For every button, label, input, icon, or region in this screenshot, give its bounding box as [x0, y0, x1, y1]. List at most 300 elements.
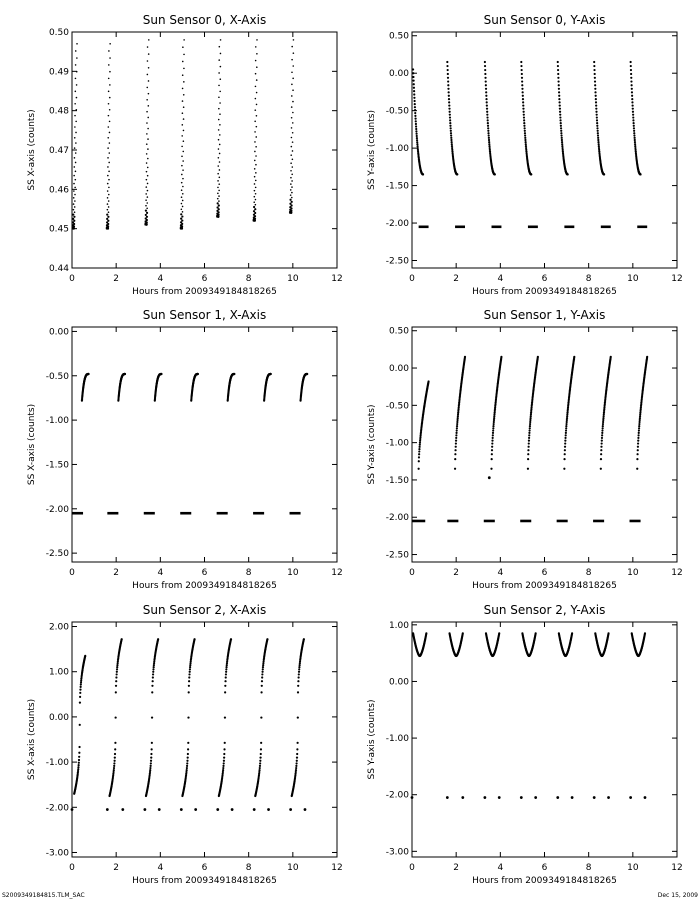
data-point [602, 421, 604, 423]
data-point [267, 808, 270, 811]
data-point [419, 442, 421, 444]
data-point [633, 125, 635, 127]
data-point [416, 137, 418, 139]
data-segment [73, 655, 86, 795]
x-tick-label: 0 [69, 568, 75, 578]
data-point [182, 178, 184, 180]
data-segment [180, 39, 185, 230]
data-segment [227, 373, 236, 402]
data-point [116, 673, 118, 675]
plot-frame [72, 327, 337, 562]
data-point [297, 716, 299, 718]
data-point [564, 442, 566, 444]
data-point [522, 104, 524, 106]
data-point [74, 147, 76, 149]
data-segment [108, 638, 122, 797]
data-point [225, 676, 227, 678]
data-point [484, 61, 486, 63]
y-axis-label: SS X-axis (counts) [27, 403, 37, 486]
data-point [75, 109, 77, 111]
data-segment [121, 808, 124, 811]
data-point [634, 141, 636, 143]
data-point [601, 437, 603, 439]
data-point [298, 671, 300, 673]
x-tick-label: 2 [113, 568, 120, 578]
data-point [631, 91, 633, 93]
data-point [558, 98, 560, 100]
data-point [115, 680, 117, 682]
data-point [182, 151, 184, 153]
data-segment [158, 808, 161, 811]
y-tick-label: -3.00 [45, 848, 69, 859]
data-point [115, 716, 117, 718]
data-point [261, 671, 263, 673]
data-point [255, 136, 257, 138]
data-segment [106, 808, 109, 811]
x-tick-label: 2 [453, 568, 460, 578]
data-point [462, 632, 464, 634]
data-point [291, 59, 293, 61]
data-point [558, 88, 560, 90]
data-point [78, 759, 80, 761]
data-point [183, 54, 185, 56]
data-point [632, 111, 634, 113]
data-point [523, 114, 525, 116]
x-tick-label: 2 [113, 863, 120, 873]
data-point [560, 130, 562, 132]
data-point [255, 180, 257, 182]
data-point [107, 190, 109, 192]
chart-panel-2 [367, 13, 683, 297]
data-point [116, 664, 118, 666]
data-point [109, 142, 111, 144]
data-point [108, 171, 110, 173]
data-point [260, 748, 262, 750]
data-point [259, 762, 261, 764]
x-tick-label: 12 [671, 274, 683, 284]
data-point [148, 80, 150, 82]
data-point [147, 128, 149, 130]
y-tick-label: 0.50 [48, 28, 69, 38]
data-point [492, 429, 494, 431]
data-point [79, 702, 81, 704]
data-point [187, 753, 189, 755]
data-point [260, 753, 262, 755]
x-tick-label: 6 [201, 274, 208, 284]
data-point [218, 157, 220, 159]
data-point [147, 190, 149, 192]
data-point [218, 59, 220, 61]
data-point [634, 137, 636, 139]
data-point [188, 691, 190, 693]
data-point [447, 77, 449, 79]
data-point [564, 446, 566, 448]
data-point [565, 429, 567, 431]
data-segment [490, 356, 502, 470]
data-point [292, 89, 294, 91]
chart-panel-3 [27, 308, 343, 591]
data-point [488, 137, 490, 139]
data-point [633, 122, 635, 124]
data-point [256, 115, 258, 117]
data-point [556, 796, 559, 799]
data-point [218, 119, 220, 121]
data-point [296, 760, 298, 762]
data-point [595, 111, 597, 113]
data-point [259, 757, 261, 759]
data-segment [593, 796, 596, 799]
y-tick-label: 0.00 [388, 677, 409, 688]
data-point [148, 67, 150, 69]
data-point [637, 434, 639, 436]
chart-title: Sun Sensor 2, Y-Axis [483, 603, 606, 617]
y-tick-label: -1.00 [385, 734, 409, 745]
data-point [523, 111, 525, 113]
data-point [451, 143, 453, 145]
data-point [450, 137, 452, 139]
data-segment [448, 632, 463, 657]
data-point [217, 187, 219, 189]
data-point [415, 130, 417, 132]
data-point [607, 796, 610, 799]
data-point [256, 79, 258, 81]
data-point [75, 162, 77, 164]
x-tick-label: 6 [541, 568, 548, 578]
data-point [634, 145, 636, 147]
y-axis-label: SS Y-axis (counts) [367, 404, 377, 485]
data-point [447, 88, 449, 90]
data-point [422, 173, 424, 175]
data-point [450, 132, 452, 134]
data-point [596, 119, 598, 121]
data-point [486, 111, 488, 113]
data-point [529, 421, 531, 423]
data-point [109, 132, 111, 134]
data-point [150, 765, 152, 767]
data-point [413, 83, 415, 85]
data-point [414, 112, 416, 114]
data-point [186, 760, 188, 762]
data-point [219, 161, 221, 163]
data-segment [446, 61, 458, 176]
data-point [77, 768, 79, 770]
data-point [289, 808, 292, 811]
data-segment [143, 808, 146, 811]
data-point [634, 139, 636, 141]
data-point [449, 125, 451, 127]
data-point [416, 139, 418, 141]
data-point [218, 183, 220, 185]
data-point [593, 796, 596, 799]
data-point [418, 453, 420, 455]
data-point [180, 808, 183, 811]
data-point [633, 127, 635, 129]
data-point [412, 76, 414, 78]
data-point [291, 201, 293, 203]
data-point [597, 139, 599, 141]
data-point [107, 175, 109, 177]
data-point [146, 143, 148, 145]
data-point [563, 468, 565, 470]
data-point [631, 88, 633, 90]
data-point [564, 437, 566, 439]
data-point [107, 203, 109, 205]
data-segment [154, 373, 163, 402]
data-point [180, 218, 182, 220]
data-point [593, 61, 595, 63]
data-point [189, 668, 191, 670]
data-point [447, 69, 449, 71]
data-point [491, 458, 493, 460]
data-point [449, 114, 451, 116]
data-point [522, 91, 524, 93]
data-point [492, 434, 494, 436]
data-point [76, 97, 78, 99]
data-point [254, 176, 256, 178]
data-point [258, 769, 260, 771]
data-point [602, 425, 604, 427]
data-point [525, 141, 527, 143]
data-point [455, 432, 457, 434]
data-point [498, 796, 501, 799]
y-tick-label: 0.50 [388, 326, 409, 337]
data-point [182, 46, 184, 48]
data-point [448, 95, 450, 97]
data-point [254, 190, 256, 192]
y-tick-label: 0.50 [388, 31, 409, 42]
data-point [223, 757, 225, 759]
data-point [418, 448, 420, 450]
data-point [152, 680, 154, 682]
data-point [222, 771, 224, 773]
data-point [109, 57, 111, 59]
data-point [594, 91, 596, 93]
data-point [412, 68, 414, 70]
data-point [637, 437, 639, 439]
data-point [457, 417, 459, 419]
data-point [595, 104, 597, 106]
data-point [181, 124, 183, 126]
x-tick-label: 0 [69, 274, 75, 284]
data-point [290, 194, 292, 196]
data-point [108, 64, 110, 66]
data-point [146, 212, 148, 214]
data-point [491, 440, 493, 442]
y-tick-label: 0.48 [48, 106, 69, 117]
data-point [260, 716, 262, 718]
data-point [528, 446, 530, 448]
data-segment [253, 39, 258, 222]
data-point [216, 808, 219, 811]
data-point [600, 453, 602, 455]
data-point [455, 442, 457, 444]
data-point [108, 187, 110, 189]
data-point [187, 757, 189, 759]
data-point [565, 425, 567, 427]
data-point [256, 92, 258, 94]
data-point [292, 65, 294, 67]
data-point [78, 762, 80, 764]
data-point [464, 356, 466, 358]
data-point [253, 210, 255, 212]
x-tick-label: 8 [585, 568, 592, 578]
data-point [75, 132, 77, 134]
data-point [451, 141, 453, 143]
data-point [255, 86, 257, 88]
x-tick-label: 2 [453, 274, 460, 284]
data-point [486, 108, 488, 110]
data-point [146, 202, 148, 204]
data-point [415, 120, 417, 122]
data-point [419, 444, 421, 446]
data-point [528, 432, 530, 434]
data-point [559, 108, 561, 110]
data-point [493, 417, 495, 419]
data-point [565, 427, 567, 429]
data-point [218, 72, 220, 74]
data-point [558, 91, 560, 93]
data-point [218, 200, 220, 202]
data-point [224, 680, 226, 682]
data-point [182, 186, 184, 188]
x-tick-label: 0 [69, 863, 75, 873]
data-point [75, 142, 77, 144]
data-point [182, 211, 184, 213]
data-point [113, 767, 115, 769]
data-point [290, 170, 292, 172]
data-point [74, 200, 76, 202]
data-point [183, 140, 185, 142]
data-point [219, 153, 221, 155]
data-point [152, 676, 154, 678]
data-point [149, 771, 151, 773]
data-point [485, 88, 487, 90]
data-point [182, 88, 184, 90]
data-point [449, 122, 451, 124]
data-point [560, 134, 562, 136]
data-point [217, 173, 219, 175]
data-point [596, 125, 598, 127]
data-point [146, 216, 148, 218]
data-point [254, 131, 256, 133]
data-point [109, 109, 111, 111]
data-point [147, 60, 149, 62]
data-point [219, 78, 221, 80]
data-point [631, 101, 633, 103]
data-point [638, 425, 640, 427]
chart-title: Sun Sensor 1, Y-Axis [483, 308, 606, 322]
data-point [292, 150, 294, 152]
data-point [185, 771, 187, 773]
data-point [74, 115, 76, 117]
data-point [639, 173, 641, 175]
data-point [121, 638, 123, 640]
data-point [427, 380, 429, 382]
data-point [149, 767, 151, 769]
data-point [181, 174, 183, 176]
data-point [292, 78, 294, 80]
data-point [181, 208, 183, 210]
data-point [291, 71, 293, 73]
data-point [487, 125, 489, 127]
data-point [219, 113, 221, 115]
data-point [291, 137, 293, 139]
data-point [456, 425, 458, 427]
data-point [114, 760, 116, 762]
data-point [181, 146, 183, 148]
data-point [107, 166, 109, 168]
data-point [299, 664, 301, 666]
data-point [189, 666, 191, 668]
data-point [79, 689, 81, 691]
data-segment [194, 808, 197, 811]
data-point [181, 215, 183, 217]
data-point [594, 88, 596, 90]
data-segment [534, 796, 537, 799]
data-point [109, 97, 111, 99]
data-point [488, 141, 490, 143]
data-point [225, 668, 227, 670]
data-point [150, 753, 152, 755]
data-point [644, 632, 646, 634]
data-point [485, 84, 487, 86]
data-point [293, 52, 295, 54]
data-point [636, 468, 638, 470]
x-tick-label: 10 [627, 274, 639, 284]
data-point [298, 668, 300, 670]
data-point [456, 419, 458, 421]
data-point [183, 106, 185, 108]
data-point [456, 429, 458, 431]
data-point [561, 141, 563, 143]
data-point [182, 61, 184, 63]
data-point [291, 192, 293, 194]
data-point [151, 685, 153, 687]
data-point [455, 434, 457, 436]
data-point [557, 73, 559, 75]
x-tick-label: 12 [671, 863, 683, 873]
data-point [291, 84, 293, 86]
data-point [108, 91, 110, 93]
data-point [222, 769, 224, 771]
data-point [298, 676, 300, 678]
data-point [291, 46, 293, 48]
data-point [492, 425, 494, 427]
data-segment [144, 39, 149, 226]
data-point [225, 666, 227, 668]
data-point [146, 207, 148, 209]
data-point [634, 143, 636, 145]
data-point [418, 460, 420, 462]
y-tick-label: -0.50 [385, 401, 409, 412]
data-point [594, 73, 596, 75]
data-point [449, 119, 451, 121]
data-point [413, 97, 415, 99]
chart-title: Sun Sensor 0, Y-Axis [483, 13, 606, 27]
data-point [454, 458, 456, 460]
data-point [147, 183, 149, 185]
data-point [600, 468, 602, 470]
data-point [255, 187, 257, 189]
data-point [146, 111, 148, 113]
data-segment [630, 61, 642, 176]
y-tick-label: 1.00 [48, 667, 69, 678]
data-segment [412, 632, 427, 657]
data-point [181, 165, 183, 167]
data-point [631, 95, 633, 97]
data-point [297, 685, 299, 687]
data-point [632, 108, 634, 110]
